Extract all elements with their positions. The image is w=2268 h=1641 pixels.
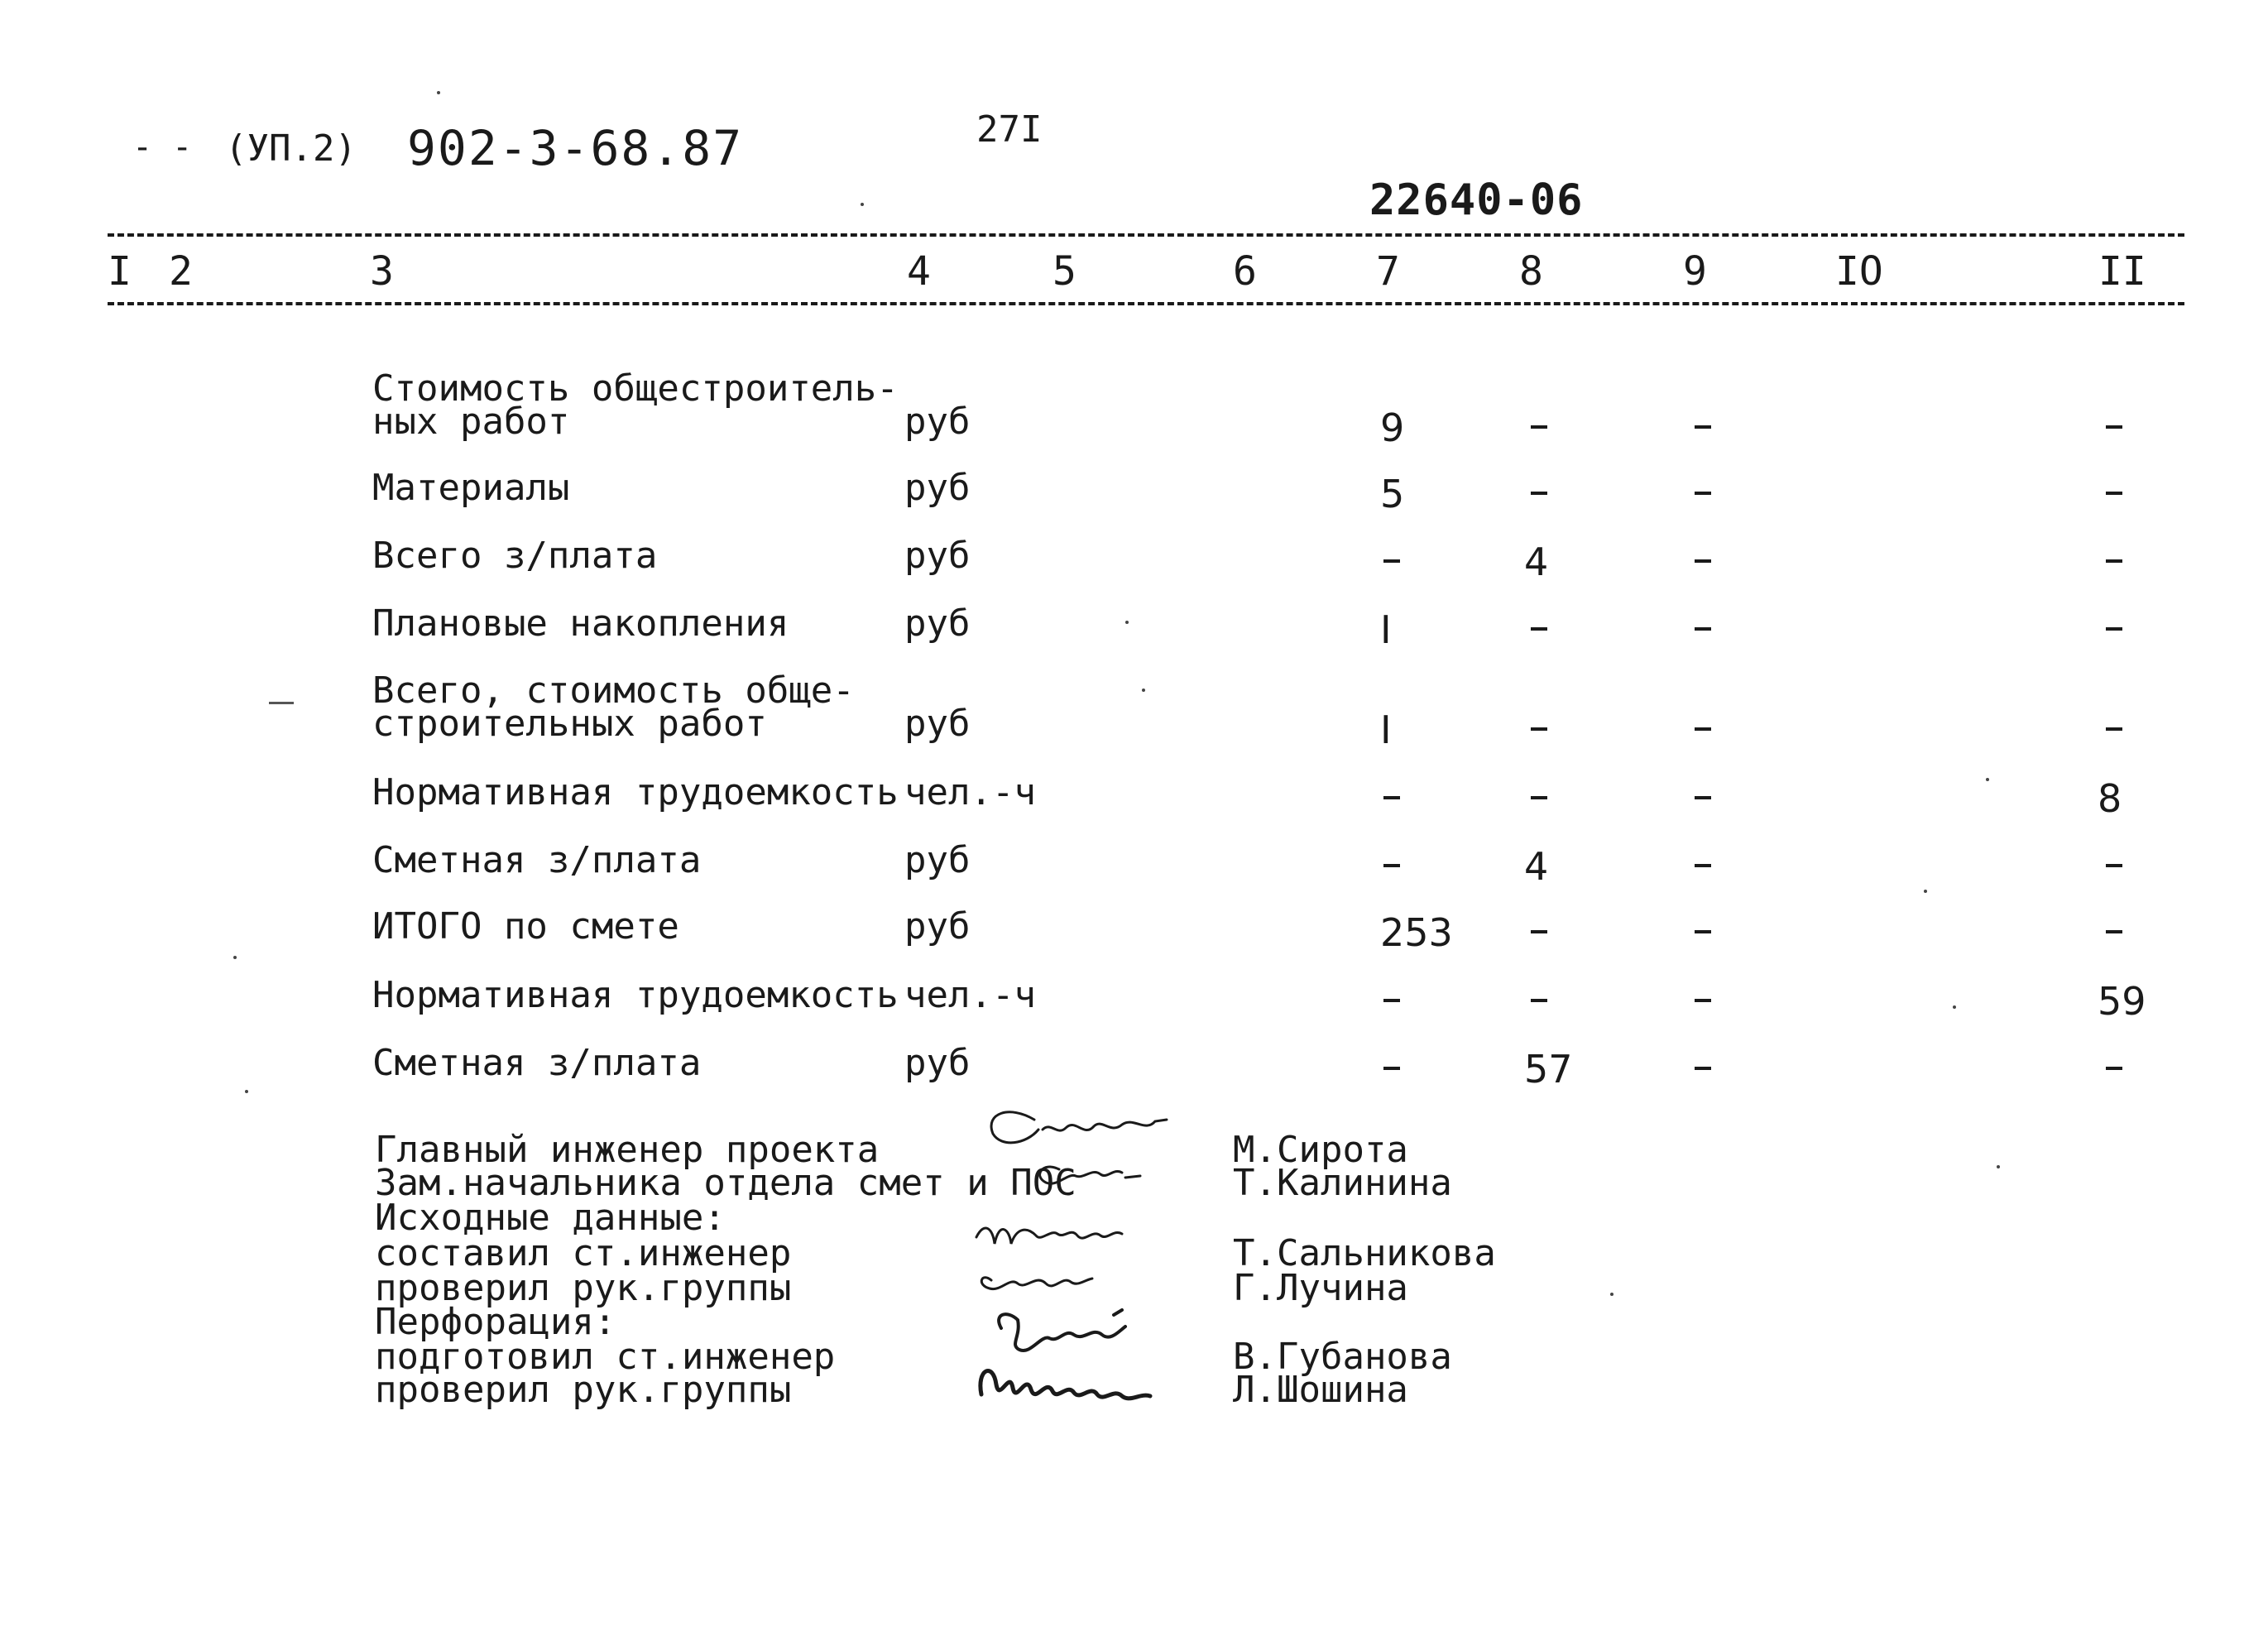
signature-mark-5	[999, 1310, 1125, 1351]
cell-c8	[0, 0, 1, 1]
cell-c9	[0, 0, 1, 1]
row-unit: руб	[904, 401, 971, 443]
scan-speck	[437, 91, 440, 94]
empty-dash	[1531, 627, 1547, 631]
row-unit: руб	[904, 602, 971, 645]
header-bottom-rule	[108, 302, 2184, 305]
cell-c11	[0, 0, 1, 1]
signatory-name: Т.Сальникова	[1233, 1232, 1496, 1274]
signature-role: подготовил ст.инженер	[375, 1336, 836, 1378]
empty-dash	[1383, 559, 1400, 563]
empty-dash	[1695, 627, 1711, 631]
scan-speck	[245, 1090, 248, 1093]
cell-c9	[0, 0, 1, 1]
cell-c11	[0, 0, 1, 1]
cell-c8: 4	[1524, 844, 1549, 889]
cell-c7	[0, 0, 1, 1]
cell-c7	[0, 0, 1, 1]
cell-c11: 8	[2098, 776, 2122, 821]
signature-mark-4	[981, 1278, 1092, 1289]
cell-c11	[0, 0, 1, 1]
column-number: 9	[1683, 248, 1707, 295]
row-label: Сметная з/плата	[372, 1042, 702, 1084]
cell-c8	[0, 0, 1, 1]
scan-speck	[1125, 621, 1129, 624]
scan-speck	[1953, 1005, 1956, 1009]
row-unit: руб	[904, 535, 971, 577]
signature-mark-6	[981, 1370, 1150, 1398]
cell-c9	[0, 0, 1, 1]
cell-c11: 59	[2098, 979, 2146, 1024]
empty-dash	[1695, 559, 1711, 563]
cell-c9	[0, 0, 1, 1]
signature-role: проверил рук.группы	[375, 1267, 792, 1309]
page-number: 27I	[976, 108, 1043, 151]
column-number: 2	[169, 248, 193, 295]
row-label: Сметная з/плата	[372, 839, 702, 881]
empty-dash	[1383, 999, 1400, 1002]
cell-c9	[0, 0, 1, 1]
column-number: 7	[1376, 248, 1400, 295]
cell-c8: 4	[1524, 540, 1549, 584]
row-label: ИТОГО по смете	[372, 905, 679, 948]
cell-c7: 5	[1380, 472, 1405, 516]
cell-c11	[0, 0, 1, 1]
empty-dash	[1531, 727, 1547, 731]
cell-c7: 9	[1380, 405, 1405, 450]
row-unit: руб	[904, 703, 971, 745]
empty-dash	[2106, 1067, 2122, 1070]
row-unit: руб	[904, 905, 971, 948]
column-number: II	[2098, 248, 2146, 295]
empty-dash	[1695, 492, 1711, 495]
scan-speck	[233, 956, 237, 959]
signature-role: Главный инженер проекта	[375, 1129, 880, 1171]
column-number: 8	[1519, 248, 1543, 295]
empty-dash	[1695, 999, 1711, 1002]
cell-c7: I	[1380, 607, 1392, 652]
column-number: 4	[907, 248, 931, 295]
column-number: I	[108, 248, 132, 295]
row-label: Всего, стоимость обще- строительных работ	[372, 669, 855, 745]
cell-c8: 57	[1524, 1047, 1573, 1092]
row-unit: руб	[904, 467, 971, 509]
empty-dash	[2106, 627, 2122, 631]
empty-dash	[1531, 796, 1547, 799]
signatory-name: Т.Калинина	[1233, 1162, 1452, 1204]
signature-role: Исходные данные:	[375, 1197, 726, 1239]
row-label: Стоимость общестроитель- ных работ	[372, 367, 899, 443]
empty-dash	[2106, 559, 2122, 563]
empty-dash	[1383, 796, 1400, 799]
signatory-name: Г.Лучина	[1233, 1267, 1408, 1309]
cell-c8	[0, 0, 1, 1]
signatory-name: Л.Шошина	[1233, 1369, 1408, 1411]
cell-c7: I	[1380, 708, 1392, 752]
scan-speck	[1997, 1165, 2000, 1168]
empty-dash	[1695, 1067, 1711, 1070]
scan-speck	[1142, 689, 1145, 692]
empty-dash	[2106, 492, 2122, 495]
empty-dash	[1383, 864, 1400, 867]
column-number: 3	[370, 248, 394, 295]
empty-dash	[1695, 425, 1711, 429]
signature-role: проверил рук.группы	[375, 1369, 792, 1411]
empty-dash	[1531, 999, 1547, 1002]
empty-dash	[2106, 930, 2122, 933]
empty-dash	[1695, 796, 1711, 799]
cell-c11	[0, 0, 1, 1]
row-label: Плановые накопления	[372, 602, 789, 645]
header-mark: - -	[132, 128, 193, 166]
row-label: Всего з/плата	[372, 535, 658, 577]
row-unit: руб	[904, 839, 971, 881]
document-code: 902-3-68.87	[407, 120, 744, 176]
signature-role: Перфорация:	[375, 1301, 616, 1343]
cell-c7: 253	[1380, 910, 1453, 955]
cell-c9	[0, 0, 1, 1]
cell-c7	[0, 0, 1, 1]
row-label: Материалы	[372, 467, 570, 509]
cell-c7	[0, 0, 1, 1]
cell-c8	[0, 0, 1, 1]
scan-speck	[1610, 1293, 1613, 1296]
empty-dash	[2106, 864, 2122, 867]
empty-dash	[2106, 425, 2122, 429]
row-unit: руб	[904, 1042, 971, 1084]
empty-dash	[1383, 1067, 1400, 1070]
row-label: Нормативная трудоемкость	[372, 771, 899, 813]
scan-speck	[861, 203, 864, 206]
signature-mark-1	[991, 1112, 1167, 1143]
signature-mark-3	[976, 1228, 1122, 1244]
signature-role: Зам.начальника отдела смет и ПОС	[375, 1162, 1076, 1204]
empty-dash	[1695, 930, 1711, 933]
column-number: IO	[1835, 248, 1883, 295]
cell-c9	[0, 0, 1, 1]
cell-c7	[0, 0, 1, 1]
signatory-name: М.Сирота	[1233, 1129, 1408, 1171]
row-label: Нормативная трудоемкость	[372, 974, 899, 1016]
cell-c11	[0, 0, 1, 1]
row-unit: чел.-ч	[904, 974, 1036, 1016]
cell-c9	[0, 0, 1, 1]
signatory-name: В.Губанова	[1233, 1336, 1452, 1378]
empty-dash	[1531, 492, 1547, 495]
signature-mark-2	[1040, 1167, 1140, 1183]
cell-c8	[0, 0, 1, 1]
scan-speck	[1986, 778, 1989, 781]
scan-speck	[1924, 890, 1927, 893]
archive-stamp: 22640-06	[1369, 175, 1584, 225]
empty-dash	[1531, 930, 1547, 933]
scan-mark	[269, 702, 294, 704]
cell-c11	[0, 0, 1, 1]
signature-role: составил ст.инженер	[375, 1232, 792, 1274]
row-unit: чел.-ч	[904, 771, 1036, 813]
cell-c8	[0, 0, 1, 1]
empty-dash	[1695, 727, 1711, 731]
empty-dash	[1695, 864, 1711, 867]
handwritten-signatures	[960, 1096, 1233, 1419]
appendix-label: (УП.2)	[225, 127, 357, 170]
cell-c11	[0, 0, 1, 1]
cell-c9	[0, 0, 1, 1]
header-top-rule	[108, 233, 2184, 237]
cell-c9	[0, 0, 1, 1]
cell-c8	[0, 0, 1, 1]
column-number: 6	[1233, 248, 1257, 295]
empty-dash	[1531, 425, 1547, 429]
empty-dash	[2106, 727, 2122, 731]
column-number: 5	[1052, 248, 1076, 295]
